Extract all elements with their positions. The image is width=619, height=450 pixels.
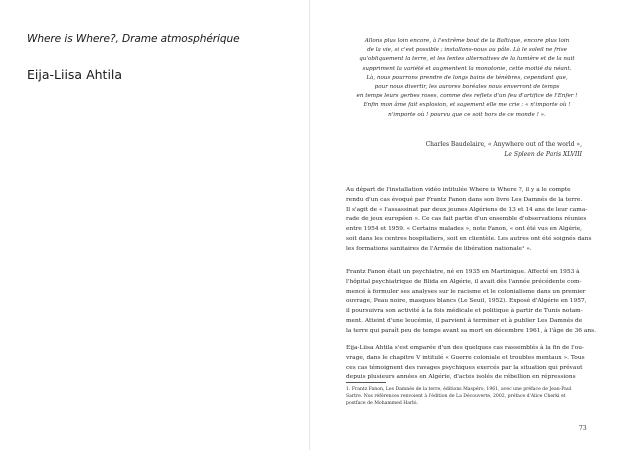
left-page (0, 0, 309, 450)
page-number: 73 (579, 425, 587, 432)
body-line: l'hôpital psychiatrique de Blida en Algérie, il avait dès l'année précédente com- (346, 278, 582, 285)
footnote-rule (346, 382, 386, 383)
body-line: les formations sanitaires de l'Armée de libération nationale¹ ». (346, 245, 532, 252)
footnote (346, 386, 586, 408)
epigraph-line: Là, nous pourrons prendre de longs bains de ténèbres, cependant que, (366, 74, 568, 81)
epigraph-line: Enfin mon âme fait explosion, et sagement elle me crie : « n'importe où ! (363, 102, 571, 109)
footnote-line: Sartre. Nos références renvoient à l'édition de La Découverte, 2002, préface d'Alice Cherki et (346, 394, 566, 400)
body-line: depuis plusieurs années en Algérie, d'actes isolés de rébellion en répressions (346, 374, 576, 381)
footnote-line: 1. Frantz Fanon, Les Damnés de la terre, éditions Maspéro, 1961, avec une préface de Jean-Paul (346, 387, 572, 392)
body-line: entre 1954 et 1959. « Certains malades », note Fanon, « ont été vus en Algérie, (346, 226, 583, 232)
attribution-author: Charles Baudelaire, « Anywhere out of the world », (425, 141, 582, 148)
body-paragraph (346, 344, 586, 383)
epigraph-line: Allons plus loin encore, à l'extrême bout de la Baltique, encore plus loin (364, 38, 570, 44)
epigraph-line: qu'obliquement la terre, et les lentes alternatives de la lumière et de la nuit (359, 56, 575, 63)
artist-name: Eija-Liisa Ahtila (27, 67, 123, 82)
right-page (310, 0, 619, 450)
body-line: Au départ de l'installation vidéo intitulée Where is Where ?, il y a le compte (346, 187, 571, 193)
body-paragraph (346, 186, 592, 254)
body-line: rendu d'un cas évoqué par Frantz Fanon dans son livre Les Damnés de la terre. (346, 196, 583, 203)
epigraph-line: pour nous divertir, les aurores boréales nous enverront de temps (374, 84, 560, 91)
epigraph-line: de la vie, si c'est possible ; installons-nous au pôle. Là le soleil ne frise (367, 47, 567, 54)
body-paragraph (346, 268, 596, 336)
epigraph-quote (352, 37, 582, 120)
body-line: la terre qui paraît peu de temps avant sa mort en décembre 1961, à l'âge de 36 ans. (346, 327, 596, 334)
body-line: ces cas témoignent des ravages psychiques exercés par la situation qui prévaut (346, 364, 583, 371)
body-line: mencé à formuler ses analyses sur le racisme et le colonialisme dans un premier (346, 288, 586, 295)
body-line: ouvrage, Peau noire, masques blancs (Le Seuil, 1952). Exposé d'Algérie en 1957, (346, 298, 587, 305)
footnote-line: postface de Mohammed Harbi. (346, 401, 419, 407)
body-line: Eija-Liisa Ahtila s'est emparée d'un des quelques cas rassemblés à la fin de l'ou- (346, 345, 584, 351)
attribution-source-title: Le Spleen de Paris XLVIII (504, 150, 582, 158)
epigraph-line: n'importe où ! pourvu que ce soit hors de ce monde ! ». (388, 111, 546, 118)
epigraph-line: en temps leurs gerbes roses, comme des reflets d'un feu d'artifice de l'Enfer ! (356, 93, 578, 100)
body-line: il poursuivra son activité à la fois médicale et politique à partir de Tunis notam- (346, 308, 583, 314)
body-line: Frantz Fanon était un psychiatre, né en 1935 en Martinique. Affecté en 1953 à (346, 269, 580, 275)
epigraph-attribution (370, 140, 582, 160)
epigraph-line: suppriment la variété et augmentent la monotonie, cette moitié du néant. (362, 65, 572, 72)
attribution-source (370, 150, 582, 160)
body-line: soit dans les centres hospitaliers, soit en clientèle. Les autres ont été soignés dans (346, 235, 592, 242)
body-line: Il s'agit de « l'assassinat par deux jeunes Algériens de 13 et 14 ans de leur cama- (346, 206, 588, 213)
body-line: rade de jeux européen ». Ce cas fait partie d'un ensemble d'observations réunies (346, 216, 587, 223)
body-line: ment. Atteint d'une leucémie, il parvient à terminer et à publier Les Damnés de (346, 317, 583, 324)
work-title: Where is Where?, Drame atmosphérique (27, 33, 240, 45)
body-line: vrage, dans le chapitre V intitulé « Guerre coloniale et troubles mentaux ». Tous (346, 354, 585, 361)
